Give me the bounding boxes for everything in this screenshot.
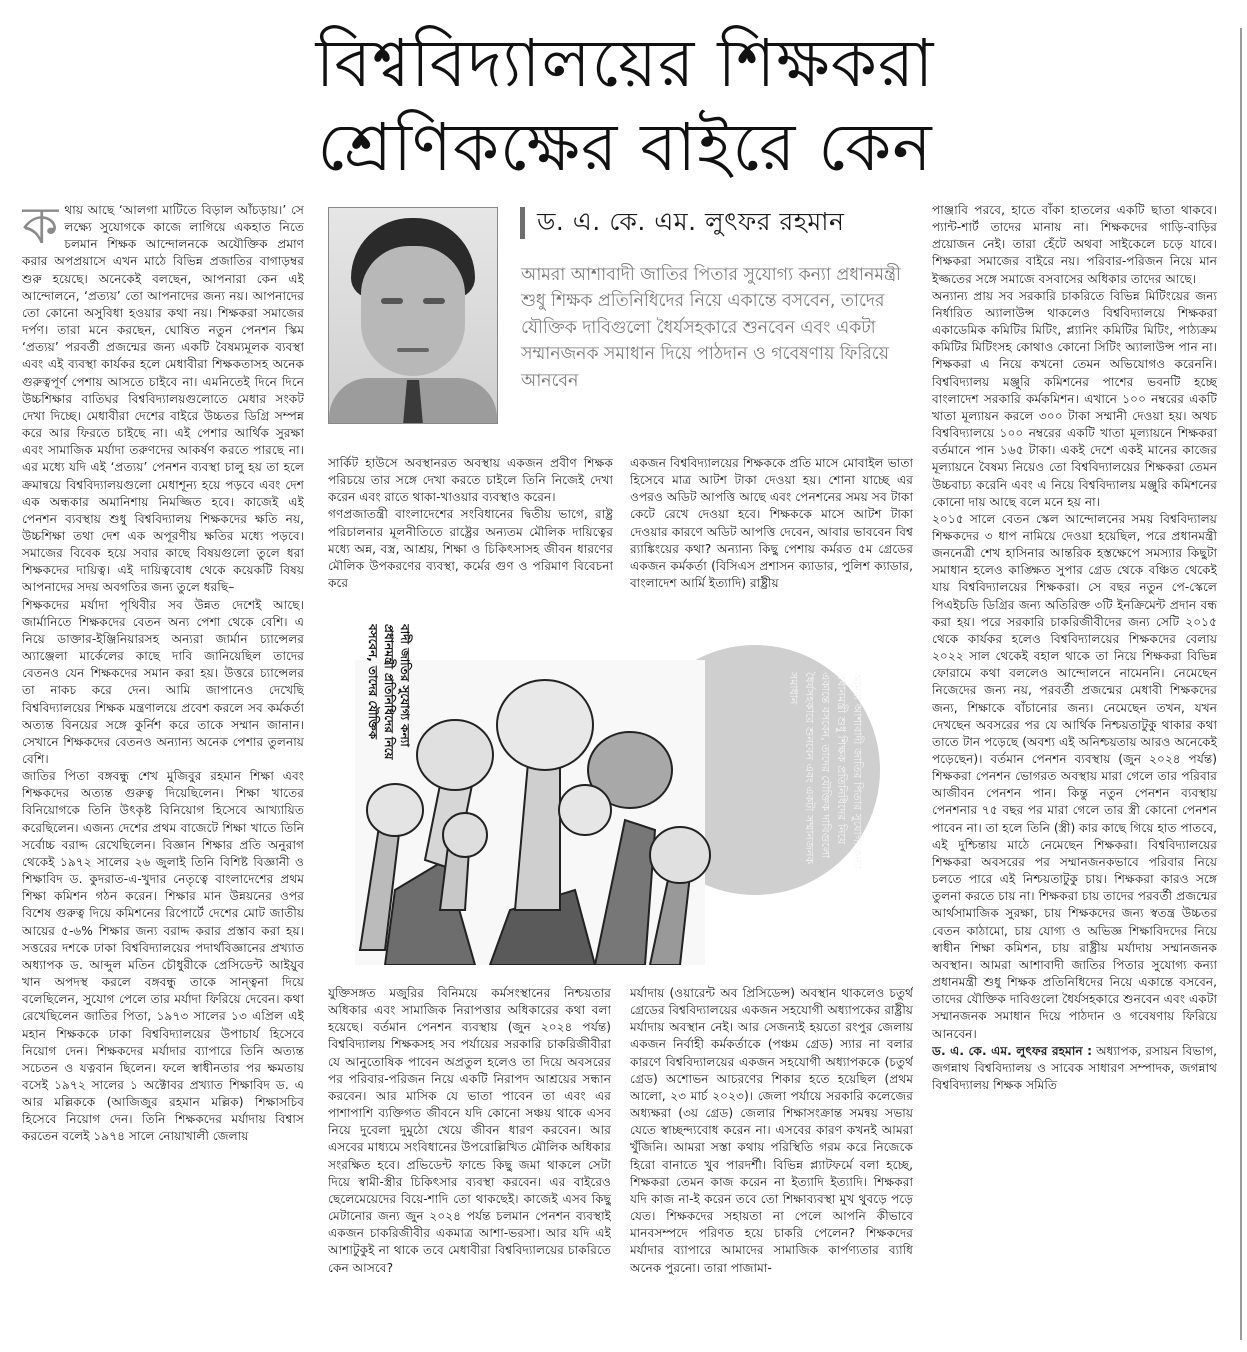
- author-bio: [932, 1043, 1217, 1094]
- article-column-4: [932, 202, 1217, 1342]
- paragraph: একজন বিশ্ববিদ্যালয়ের শিক্ষককে প্রতি মাসে মোবাইল ভাতা হিসেবে মাত্র আটশ টাকা দেওয়া হয়। শোনা যাচ্ছে এর ওপরও অডিট আপত্তি আছে এবং পেনশনের সময় সব টাকা কেটে রেখে দেওয়া হবে। শিক্ষককে মাসে আটশ টাকা দেওয়ার কারণে অডিট আপত্তি দেবেন, আবার ভাববেন বিশ্ব র‍্যাঙ্কিংয়ের কথা? অন্যান্য কিছু পেশায় কর্মরত ৫ম গ্রেডের একজন কর্মকর্তা (বিসিএস প্রশাসন ক্যাডার, পুলিশ ক্যাডার, বাংলাদেশ আর্মি ইত্যাদি) রাষ্ট্রীয়: [630, 456, 913, 591]
- fist: [417, 720, 493, 790]
- headline: [230, 22, 1020, 190]
- fist: [497, 680, 593, 770]
- drop-cap: ক: [22, 202, 59, 256]
- article-column-2-top: [328, 455, 613, 610]
- headline-line-1: বিশ্ববিদ্যালয়ের শিক্ষকরা: [315, 25, 935, 102]
- raised-fists-illustration: [325, 620, 925, 965]
- illustration-circle-lettering: আমরা আশাবাদী জাতির পিতার সুযোগ্য কন্যা প্রধানমন্ত্রী শুধু শিক্ষক প্রতিনিধিদের নিয়ে একান্তে বসবেন, তাদের যৌক্তিক দাবিগুলো ধৈর্যসহকারে শুনবেন এবং একটা সম্মানজনক সমাধান: [787, 672, 864, 870]
- photo-mouth: [397, 348, 429, 352]
- paragraph: থায় আছে ‘আলগা মাটিতে বিড়াল আঁচড়ায়।’ সে লক্ষ্যে সুযোগকে কাজে লাগিয়ে একহাত নিতে চলমান শিক্ষক আন্দোলনকে অযৌক্তিক প্রমাণ করার অপপ্রয়াসে এখন মাঠে বিভিন্ন প্রজাতির বাগাড়ম্বর শুরু হয়েছে। অনেকেই বলছেন, আপনারা কেন এই আন্দোলনে, ‘প্রত্যয়’ তো আপনাদের জন্য নয়। আপনাদের তো কোনো অসুবিধা হওয়ার কথা নয়। শিক্ষকরা সমাজের দর্পণ। তারা মনে করছেন, ঘোষিত নতুন পেনশন স্কিম ‘প্রত্যয়’ পরবর্তী প্রজন্মের জন্য একটি বৈষম্যমূলক ব্যবস্থা এবং এই ব্যবস্থা কার্যকর হলে মেধাবীরা শিক্ষকতাসহ অনেক গুরুত্বপূর্ণ পেশায় আসতে চাইবে না। এমনিতেই দিনে দিনে উচ্চশিক্ষার বাতিঘর বিশ্ববিদ্যালয়গুলোতে মেধার সংকট দেখা দিচ্ছে। মেধাবীরা দেশের বাইরে উচ্চতর ডিগ্রি সম্পন্ন করে আর ফিরতে চাইছে না। এই পেশার আর্থিক সুরক্ষা এবং সামাজিক মর্যাদা তরুণদের আকর্ষণ করতে পারছে না। এর মধ্যে যদি এই ‘প্রত্যয়’ পেনশন ব্যবস্থা চালু হয় তা হলে ক্রমান্বয়ে বিশ্ববিদ্যালয়গুলো মেধাশূন্য হয়ে পড়বে এবং দেশ এক অন্ধকার অমানিশায় নিমজ্জিত হবে। কাজেই এই পেনশন ব্যবস্থায় শুধু বিশ্ববিদ্যালয় শিক্ষকদের ক্ষতি নয়, উচ্চশিক্ষা তথা দেশ এক অপূরণীয় ক্ষতির মধ্যে পড়বে। সমাজের বিবেক হয়ে সবার কাছে বিষয়গুলো তুলে ধরা শিক্ষকদের দায়িত্ব। এই দায়িত্ববোধ থেকে কয়েকটি বিষয় আপনাদের সদয় অবগতির জন্য তুলে ধরছি–: [22, 203, 304, 595]
- author-bio-name: ড. এ. কে. এম. লুৎফর রহমান :: [932, 1043, 1092, 1058]
- article-column-2-bottom: [328, 985, 611, 1345]
- fist: [559, 785, 611, 835]
- page-right-rule: [1240, 28, 1242, 1340]
- paragraph: গণপ্রজাতন্ত্রী বাংলাদেশের সংবিধানের দ্বিতীয় ভাগে, রাষ্ট্র পরিচালনার মূলনীতিতে রাষ্ট্রের অন্যতম মৌলিক দায়িত্বের মধ্যে অন্ন, বস্ত্র, আশ্রয়, শিক্ষা ও চিকিৎসাসহ জীবন ধারণের মৌলিক উপকরণের ব্যবস্থা, কর্মের গুণ ও পরিমাণ বিবেচনা করে: [328, 507, 613, 591]
- paragraph: অন্যান্য প্রায় সব সরকারি চাকরিতে বিভিন্ন মিটিংয়ের জন্য নির্ধারিত অ্যালাউন্স থাকলেও বিশ্ববিদ্যালয়ে শিক্ষকরা একাডেমিক কমিটির মিটিং, প্ল্যানিং কমিটির মিটিং, পাঠ্যক্রম কমিটির মিটিংসহ কোথাও কোনো সিটিং অ্যালাউন্স পান না। শিক্ষকরা এ নিয়ে কখনো তেমন অভিযোগও করেননি। বিশ্ববিদ্যালয় মঞ্জুরি কমিশনের পাশের ভবনটি হচ্ছে বাংলাদেশ সরকারি কর্মকমিশন। এখানে ১০০ নম্বরের একটি খাতা মূল্যায়ন করলে ৩০০ টাকা সম্মানী দেওয়া হয়। অথচ বিশ্ববিদ্যালয়ে ১০০ নম্বরের একটি খাতা মূল্যায়নে শিক্ষকরা বর্তমানে পান ১৬৫ টাকা। একই দেশে একই মানের কাজের মূল্যায়নে বৈষম্য নিয়েও তো বিশ্ববিদ্যালয়ের শিক্ষকরা তেমন উচ্চবাচ্য করেনি এবং এ নিয়ে বিশ্ববিদ্যালয় মঞ্জুরি কমিশনের কোনো দায় আছে বলে মনে হয় না।: [932, 288, 1217, 509]
- byline-bar: [520, 207, 525, 239]
- pull-quote: আমরা আশাবাদী জাতির পিতার সুযোগ্য কন্যা প্রধানমন্ত্রী শুধু শিক্ষক প্রতিনিধিদের নিয়ে একান্তে বসবেন, তাদের যৌক্তিক দাবিগুলো ধৈর্যসহকারে শুনবেন এবং একটা সম্মানজনক সমাধান দিয়ে পাঠদান ও গবেষণায় ফিরিয়ে আনবেন: [521, 265, 901, 391]
- article-column-3-top: [630, 455, 913, 610]
- author-name: ড. এ. কে. এম. লুৎফর রহমান: [537, 206, 845, 236]
- author-bio-text: অধ্যাপক, রসায়ন বিভাগ, জগন্নাথ বিশ্ববিদ্যালয় ও সাবেক সাধারণ সম্পাদক, জগন্নাথ বিশ্ববিদ্যালয় শিক্ষক সমিতি: [932, 1043, 1217, 1092]
- article-column-1: [22, 202, 304, 1342]
- paragraph: মর্যাদায় (ওয়ারেন্ট অব প্রিসিডেন্স) অবস্থান থাকলেও চতুর্থ গ্রেডের বিশ্ববিদ্যালয়ের একজন সহযোগী অধ্যাপকের রাষ্ট্রীয় মর্যাদায় অবস্থান নেই। আর সেজন্যই হয়তো রংপুর জেলায় একজন নির্বাহী কর্মকর্তাকে (পঞ্চম গ্রেড) স্যার না বলার কারণে বিশ্ববিদ্যালয়ের একজন সহযোগী অধ্যাপককে (চতুর্থ গ্রেড) অশোভন আচরণের শিকার হতে হয়েছিল (প্রথম আলো, ২৩ মার্চ ২০২৩)। জেলা পর্যায়ে সরকারি কলেজের অধ্যক্ষরা (৩য় গ্রেড) জেলার শিক্ষাসংক্রান্ত সমন্বয় সভায় যেতে স্বাচ্ছন্দ্যবোধ করেন না। এসবের কারণ কখনই আমরা খুঁজিনি। আমরা সস্তা কথায় পরিস্থিতি গরম করে নিজেকে হিরো বানাতে খুব পারদর্শী। বিভিন্ন প্ল্যাটফর্মে বলা হচ্ছে, শিক্ষকরা তেমন কাজ করেন না ইত্যাদি ইত্যাদি। শিক্ষকরা যদি কাজ না-ই করেন তবে তো শিক্ষাব্যবস্থা মুখ থুবড়ে পড়ে যেত। শিক্ষকদের সহায়তা না পেলে আপনি কীভাবে মানবসম্পদে পরিণত হয়ে চাকরি পেলেন? শিক্ষকদের মর্যাদার ব্যাপারে আমাদের সামাজিক কার্পণ্যতার ব্যাধি অনেক পুরনো। তারা পাজামা-: [630, 986, 913, 1275]
- article-column-3-bottom: [630, 985, 913, 1345]
- author-photo: [328, 207, 498, 424]
- paragraph: ২০১৫ সালে বেতন স্কেল আন্দোলনের সময় বিশ্ববিদ্যালয় শিক্ষকদের ৩ ধাপ নামিয়ে দেওয়া হয়েছিল, পরে প্রধানমন্ত্রী জননেত্রী শেখ হাসিনার আন্তরিক হস্তক্ষেপে সমস্যার কিছুটা সমাধান হলেও কাঙ্ক্ষিত সুপার গ্রেড থেকে বঞ্চিত থেকেই যায় বিশ্ববিদ্যালয়ের শিক্ষকরা। সে বছর নতুন পে-স্কেলে পিএইচডি ডিগ্রির জন্য অতিরিক্ত ৩টি ইনক্রিমেন্ট প্রদান বন্ধ করা হয়। পরে সরকারি চাকরিজীবীদের জন্য সেটি ২০১৫ থেকে কার্যকর হলেও বিশ্ববিদ্যালয়ের শিক্ষকদের বেলায় ২০২২ সাল থেকেই বহাল থাকে তা নিয়ে শিক্ষকরা বিভিন্ন ফোরামে কথা বললেও আন্দোলনে নামেননি। নেমেছেন নিজেদের জন্য নয়, পরবর্তী প্রজন্মের মেধাবী শিক্ষকদের জন্য, শিক্ষাকে বাঁচানোর জন্য। নেমেছেন তখন, যখন দেখছেন অবসরের পর যে আর্থিক নিশ্চয়তাটুকু থাকার কথা তাতে টান পড়েছে (অবশ্য এই অনিশ্চয়তায় আরও অনেকেই পড়েছেন)। বর্তমান পেনশন ব্যবস্থায় (জুন ২০২৪ পর্যন্ত) শিক্ষকরা পেনশন ভোগরত অবস্থায় মারা গেলে তার পরিবার আজীবন পেনশন পান। কিন্তু নতুন পেনশন ব্যবস্থায় পেনশনার ৭৫ বছর পর মারা গেলে তার স্ত্রী কোনো পেনশন পাবেন না। তা হলে তিনি (স্ত্রী) কার কাছে গিয়ে হাত পাতবে, এই দুশ্চিন্তায় মাঠে নেমেছেন শিক্ষকরা। বিশ্ববিদ্যালয়ের শিক্ষকরা অবসরের পর সম্মানজনকভাবে পরিবার নিয়ে চলতে পারে এই নিশ্চয়তাটুকু চায়। শিক্ষকরা কারও সঙ্গে তুলনা করতে চায় না। শিক্ষকরা চায় তাদের পরবর্তী প্রজন্মের আর্থসামাজিক সুরক্ষা, চায় শিক্ষকদের জন্য স্বতন্ত্র উচ্চতর বেতন কাঠামো, চায় যোগ্য ও অভিজ্ঞ শিক্ষাবিদদের নিয়ে স্বাধীন শিক্ষা কমিশন, চায় রাষ্ট্রীয় মর্যাদায় সম্মানজনক অবস্থান। আমরা আশাবাদী জাতির পিতার সুযোগ্য কন্যা প্রধানমন্ত্রী শুধু শিক্ষক প্রতিনিধিদের নিয়ে একান্তে বসবেন, তাদের যৌক্তিক দাবিগুলো ধৈর্যসহকারে শুনবেন এবং একটা সম্মানজনক সমাধান দিয়ে পাঠদান ও গবেষণায় ফিরিয়ে আনবেন।: [932, 511, 1217, 1041]
- fist: [443, 813, 487, 857]
- headline-line-2: শ্রেণিকক্ষের বাইরে কেন: [317, 109, 933, 186]
- paragraph: শিক্ষকদের মর্যাদা পৃথিবীর সব উন্নত দেশেই আছে। জার্মানিতে শিক্ষকদের বেতন অন্য পেশা থেকে বেশি। এ নিয়ে ডাক্তার-ইঞ্জিনিয়ারসহ অন্যরা জার্মান চ্যান্সেলর অ্যাঞ্জেলা মার্কেলের কাছে দাবি জানিয়েছিল তাদের বেতনও যেন শিক্ষকদের সমান করা হয়। উত্তরে চ্যান্সেলর তা নাকচ করে দেন। আমি জাপানেও দেখেছি বিশ্ববিদ্যালয়ের শিক্ষক মন্ত্রণালয়ে প্রবেশ করলে সব কর্মকর্তা অত্যন্ত বিনয়ের সঙ্গে কুর্নিশ করে তাকে সম্মান জানান। সেখানে শিক্ষকদের বেতনও অন্যান্য অনেক পেশার তুলনায় বেশি।: [22, 597, 304, 766]
- byline: [520, 206, 844, 240]
- paragraph: পাঞ্জাবি পরবে, হাতে বাঁকা হাতলের একটি ছাতা থাকবে। প্যান্ট-শার্ট তাদের মানায় না। শিক্ষকদের গাড়ি-বাড়ির প্রয়োজন নেই। তারা হেঁটে অথবা সাইকেলে চড়ে যাবে। শিক্ষকরা সমাজের বাইরে নয়। পরিবার-পরিজন নিয়ে মান ইজ্জতের সঙ্গে সমাজে বসবাসের অধিকার তাদের আছে।: [932, 203, 1217, 286]
- photo-eye: [423, 298, 445, 304]
- illustration-lettering: বাদী জাতির সুযোগ্য কন্যা প্রধানমন্ত্রী প্রতিনিধিদের নিয়ে বসবেন, তাদের যৌক্তিক: [366, 624, 412, 760]
- paragraph: সার্কিট হাউসে অবস্থানরত অবস্থায় একজন প্রবীণ শিক্ষক পরিচয়ে তার সঙ্গে দেখা করতে চাইলে তিনি নিজেই দেখা করেন এবং রাতে থাকা-খাওয়ার ব্যবস্থাও করেন।: [328, 456, 613, 505]
- fist: [367, 784, 423, 836]
- photo-eye: [381, 298, 403, 304]
- paragraph: জাতির পিতা বঙ্গবন্ধু শেখ মুজিবুর রহমান শিক্ষা এবং শিক্ষকদের অত্যন্ত গুরুত্ব দিয়েছিলেন। শিক্ষা খাতের বিনিয়োগকে তিনি উৎকৃষ্ট বিনিয়োগ হিসেবে আখ্যায়িত করেছিলেন। এজন্য দেশের প্রথম বাজেটে শিক্ষা খাতে তিনি সর্বোচ্চ বরাদ্দ রেখেছিলেন। বিজ্ঞান শিক্ষার প্রতি অনুরাগ থেকেই ১৯৭২ সালের ২৬ জুলাই তিনি বিশিষ্ট বিজ্ঞানী ও শিক্ষাবিদ ড. কুদরাত-এ-খুদার নেতৃত্বে বাংলাদেশের প্রথম শিক্ষা কমিশন গঠন করেন। শিক্ষার মান উন্নয়নের ওপর বিশেষ গুরুত্ব দিয়ে কমিশনের রিপোর্টে দেশের মোট জাতীয় আয়ের ৫-৬% শিক্ষার জন্য বরাদ্দ করার প্রস্তাব করা হয়। সত্তরের দশকে ঢাকা বিশ্ববিদ্যালয়ের পদার্থবিজ্ঞানের প্রখ্যাত অধ্যাপক ড. আব্দুল মতিন চৌধুরীকে প্রেসিডেন্ট আইয়ুব খান অপদস্থ করলে বঙ্গবন্ধু তাকে সান্ত্বনা দিয়ে বলেছিলেন, সুযোগ পেলে তার মর্যাদা ফিরিয়ে দেবেন। কথা রেখেছিলেন জাতির পিতা, ১৯৭৩ সালের ১৩ এপ্রিল এই মহান শিক্ষককে ঢাকা বিশ্ববিদ্যালয়ের উপাচার্য হিসেবে নিয়োগ দেন। শিক্ষকদের মর্যাদার ব্যাপারে তিনি অত্যন্ত সচেতন ও যত্নবান ছিলেন। ফলে স্বাধীনতার পর ক্ষমতায় বসেই ১৯৭২ সালের ১ অক্টোবর প্রখ্যাত শিক্ষাবিদ ড. এ আর মল্লিককে (আজিজুর রহমান মল্লিক) শিক্ষাসচিব হিসেবে নিয়োগ দেন। তিনি শিক্ষকদের মর্যাদায় বিশ্বাস করতেন বলেই ১৯৭৪ সালে নোয়াখালী জেলায়: [22, 769, 304, 1144]
- paragraph: যুক্তিসঙ্গত মজুরির বিনিময়ে কর্মসংস্থানের নিশ্চয়তার অধিকার এবং সামাজিক নিরাপত্তার অধিকারের কথা বলা হয়েছে। বর্তমান পেনশন ব্যবস্থায় (জুন ২০২৪ পর্যন্ত) বিশ্ববিদ্যালয় শিক্ষকসহ সব পর্যায়ের সরকারি চাকরিজীবীরা যে আনুতোষিক পাবেন অপ্রতুল হলেও তা দিয়ে অবসরের পর পরিবার-পরিজন নিয়ে একটি নিরাপদ আশ্রয়ের সন্ধান করবেন। আর মাসিক যে ভাতা পাবেন তা এবং এর পাশাপাশি ব্যক্তিগত জীবনে যদি কোনো সঞ্চয় থাকে এসব নিয়ে দুবেলা দুমুঠো খেয়ে জীবন ধারণ করবেন। আর এসবের মাধ্যমে সংবিধানের উপরোল্লিখিত মৌলিক অধিকার সংরক্ষিত হবে। প্রভিডেন্ট ফান্ডে কিছু জমা থাকলে সেটা দিয়ে স্বামী-স্ত্রীর চিকিৎসার ব্যবস্থা করবেন। এর বাইরেও ছেলেমেয়েদের বিয়ে-শাদি তো থাকছেই। কাজেই এসব কিছু মেটানোর জন্য জুন ২০২৪ পর্যন্ত চলমান পেনশন ব্যবস্থাই একজন চাকরিজীবীর একমাত্র আশা-ভরসা। আর যদি এই আশাটুকুই না থাকে তবে মেধাবীরা বিশ্ববিদ্যালয়ের চাকরিতে কেন আসবে?: [328, 986, 611, 1275]
- photo-face: [361, 246, 465, 376]
